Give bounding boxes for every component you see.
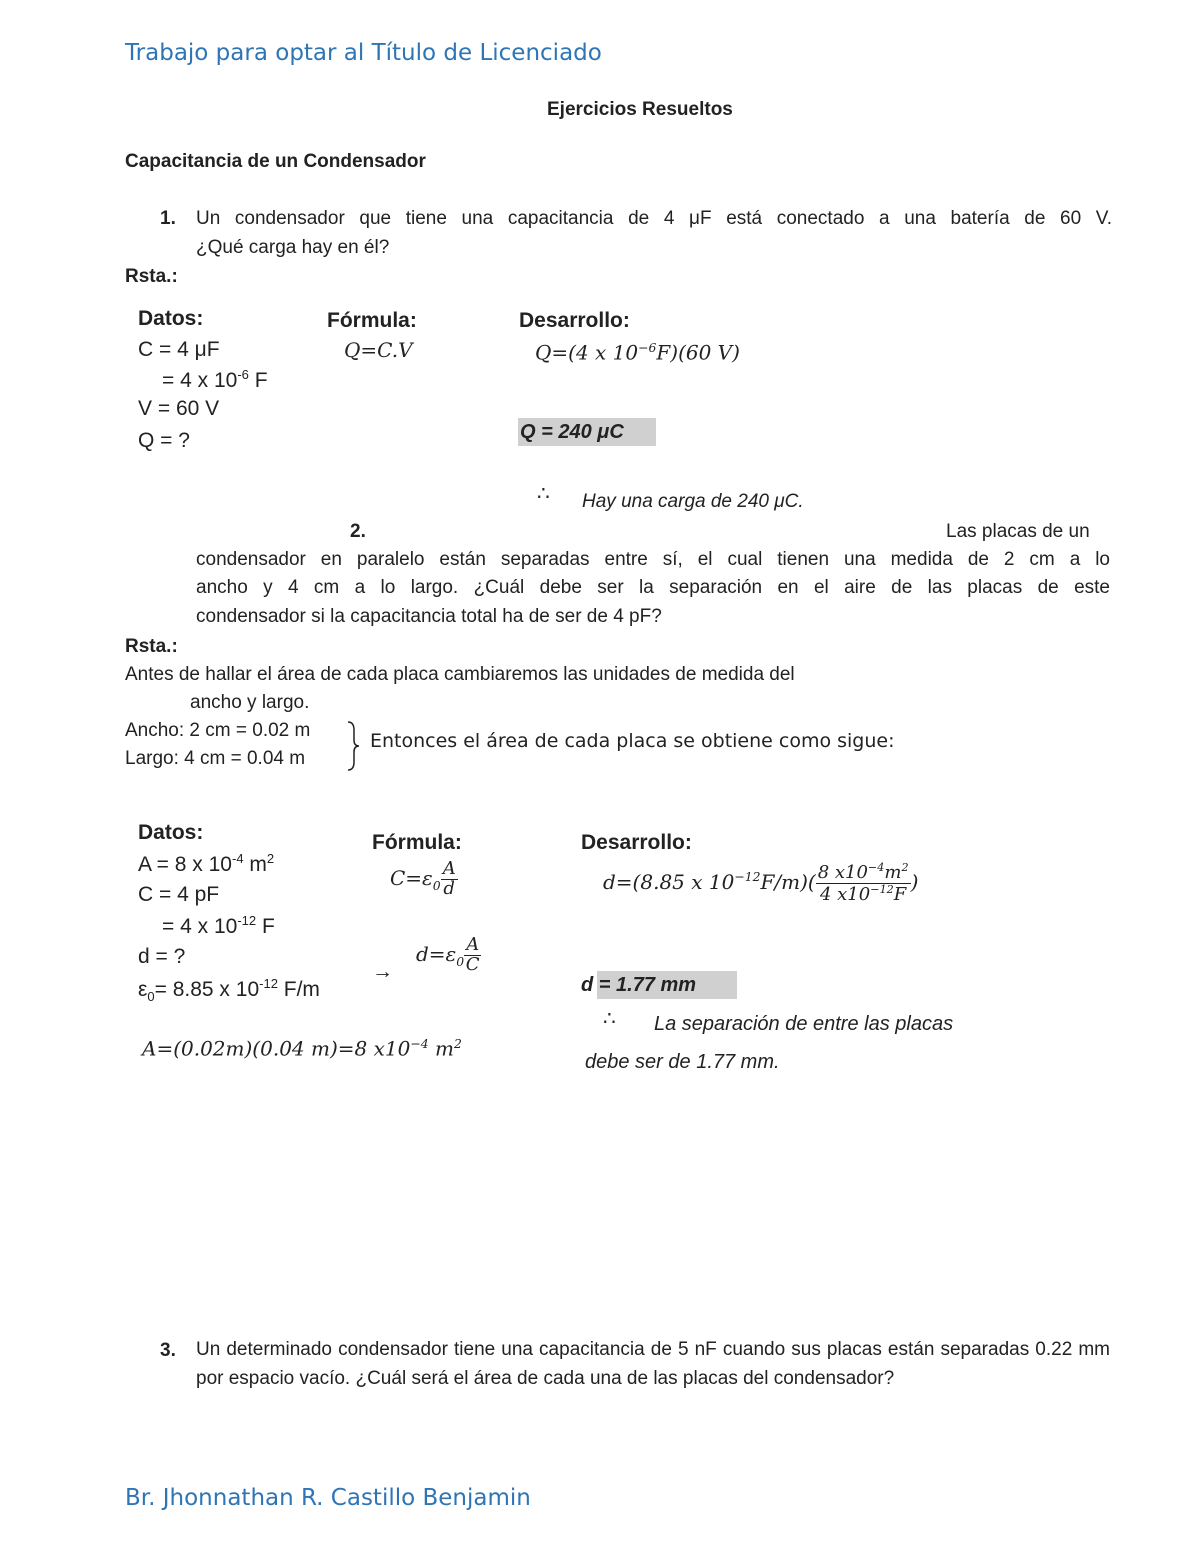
p2-area-calc: A=(0.02m)(0.04 m)=8 $x10^{-4}$ $m^2$ <box>142 1036 462 1061</box>
p2-largo: Largo: 4 cm = 0.04 m <box>125 748 306 769</box>
p1-datos-q: Q = ? <box>138 429 190 452</box>
p1-formula-expr: Q=C.V <box>344 338 413 362</box>
therefore-icon: ∴ <box>537 483 551 505</box>
p1-conclusion: Hay una carga de 240 μC. <box>582 491 804 512</box>
section-subtitle: Capacitancia de un Condensador <box>125 151 426 172</box>
p2-desarrollo-expr: d=(8.85 x $10^{-12}F/m$)( $\frac{8 x10^{-4}m^2}{4 x10^{-12}F}$ ) <box>603 861 919 905</box>
problem-2-line-3: condensador si la capacitancia total ha de ser de 4 pF? <box>196 606 662 627</box>
p1-result: Q = 240 μC <box>518 418 656 446</box>
p2-intro-1: Antes de hallar el área de cada placa cambiaremos las unidades de medida del <box>125 664 795 685</box>
page-footer-author: Br. Jhonnathan R. Castillo Benjamin <box>125 1485 531 1511</box>
arrow-right-icon: → <box>372 960 393 983</box>
answer-label: Rsta.: <box>125 266 178 287</box>
section-title: Ejercicios Resueltos <box>547 99 733 120</box>
p1-formula-title: Fórmula: <box>327 309 417 332</box>
p2-datos-epsilon: $\varepsilon_0= 8.85$ x $10^{-12}$ F/m <box>138 976 320 1005</box>
p2-ancho: Ancho: 2 cm = 0.02 m <box>125 720 311 741</box>
p1-datos-v: V = 60 V <box>138 397 220 420</box>
problem-1-number: 1. <box>160 208 176 229</box>
problem-2-lead: Las placas de un <box>946 521 1090 542</box>
p1-datos-title: Datos: <box>138 307 204 330</box>
p2-formula-2: $d=\varepsilon_0$ $\frac{A}{C}$ <box>416 934 480 975</box>
p1-datos-c-converted: = 4 x $10^{-6}$ F <box>162 367 268 392</box>
p2-datos-d: d = ? <box>138 945 186 968</box>
p2-formula-1: $C=\varepsilon_0$ $\frac{A}{d}$ <box>390 858 456 899</box>
p2-intro-2: ancho y largo. <box>190 692 310 713</box>
p2-result: d = 1.77 mm <box>597 971 737 999</box>
p2-desarrollo-title: Desarrollo: <box>581 831 692 854</box>
p2-conclusion-1: La separación de entre las placas <box>654 1013 954 1035</box>
problem-3-text: Un determinado condensador tiene una capacitancia de 5 nF cuando sus placas están separadas 0.22 mm por espacio vacío. ¿Cuál será el área de cada una de las placas del condensador? <box>196 1339 1110 1389</box>
p2-datos-a: A = 8 x $10^{-4}$ $m^2$ <box>138 851 275 876</box>
problem-1-line-2: ¿Qué carga hay en él? <box>196 237 390 258</box>
problem-2-line-2: ancho y 4 cm a lo largo. ¿Cuál debe ser la separación en el aire de las placas de este <box>196 577 1110 598</box>
p1-desarrollo-expr: Q=(4 x $10^{-6}F)(60$ V) <box>535 340 740 365</box>
p2-conclusion-2: debe ser de 1.77 mm. <box>585 1051 780 1073</box>
problem-2-line-1: condensador en paralelo están separadas entre sí, el cual tienen una medida de 2 cm a lo <box>196 549 1110 570</box>
therefore-icon-2: ∴ <box>603 1008 617 1030</box>
p2-datos-c-converted: = 4 x $10^{-12}$ F <box>162 913 275 938</box>
p2-datos-title: Datos: <box>138 821 204 844</box>
page-header-title: Trabajo para optar al Título de Licenciado <box>125 40 602 66</box>
curly-brace-icon <box>344 720 362 772</box>
problem-1-line-1: Un condensador que tiene una capacitancia de 4 μF está conectado a una batería de 60 V. <box>196 208 1112 229</box>
p2-formula-title: Fórmula: <box>372 831 462 854</box>
p2-datos-c: C = 4 pF <box>138 883 220 906</box>
p1-datos-c: C = 4 μF <box>138 338 220 361</box>
p1-desarrollo-title: Desarrollo: <box>519 309 630 332</box>
problem-3-number: 3. <box>160 1340 176 1361</box>
problem-2-number: 2. <box>350 521 366 542</box>
answer-label-2: Rsta.: <box>125 636 178 657</box>
p2-entonces: Entonces el área de cada placa se obtiene como sigue: <box>370 730 895 752</box>
